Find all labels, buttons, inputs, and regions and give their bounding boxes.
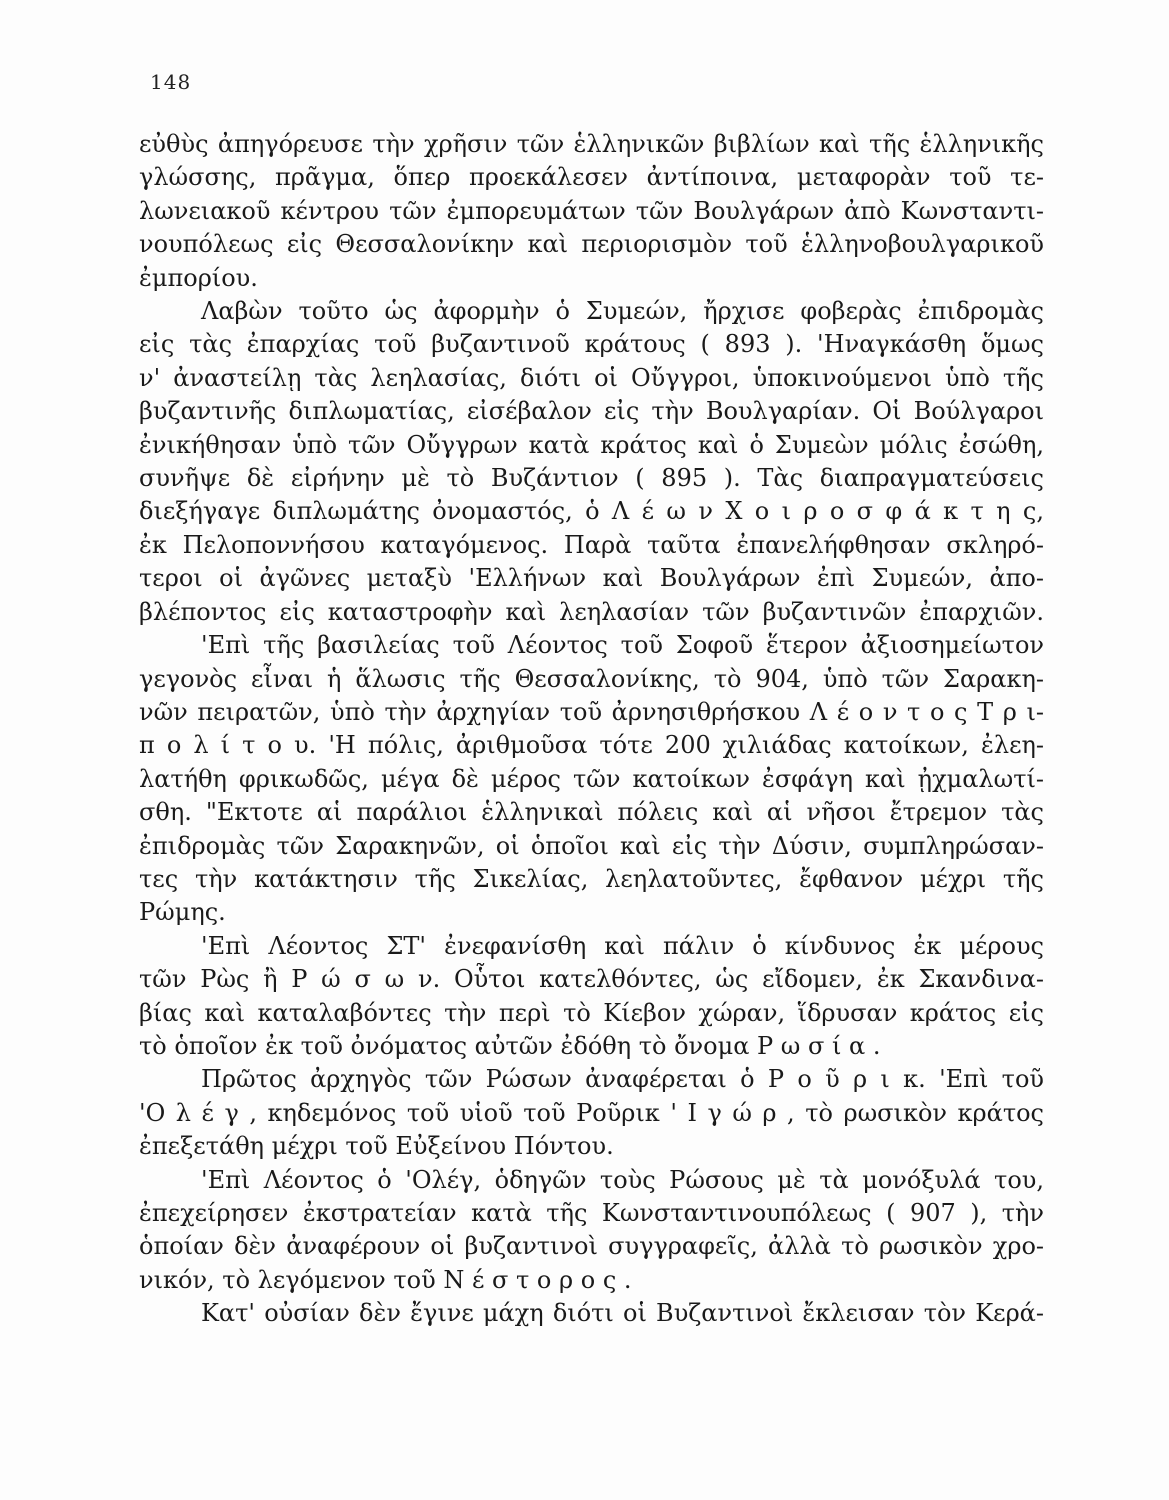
text-line: ὁποίαν δὲν ἀναφέρουν οἱ βυζαντινοὶ συγγραφεῖς, ἀλλὰ τὸ ρωσικὸν χρο-	[139, 1232, 1044, 1261]
paragraph-start-line: Πρῶτος ἀρχηγὸς τῶν Ρώσων ἀναφέρεται ὁ Ρ ο ῦ ρ ι κ. 'Επὶ τοῦ	[201, 1065, 1044, 1094]
text-line: νουπόλεως εἰς Θεσσαλονίκην καὶ περιορισμὸν τοῦ ἑλληνοβουλγαρικοῦ	[139, 230, 1044, 259]
text-line: γεγονὸς εἶναι ἡ ἅλωσις τῆς Θεσσαλονίκης, τὸ 904, ὑπὸ τῶν Σαρακη-	[139, 664, 1044, 693]
paragraph-start-line: 'Επὶ Λέοντος ΣΤ' ἐνεφανίσθη καὶ πάλιν ὁ κίνδυνος ἐκ μέρους	[201, 931, 1044, 960]
text-line: εὐθὺς ἀπηγόρευσε τὴν χρῆσιν τῶν ἑλληνικῶν βιβλίων καὶ τῆς ἑλληνικῆς	[139, 130, 1044, 158]
paragraph-start-line: 'Επὶ τῆς βασιλείας τοῦ Λέοντος τοῦ Σοφοῦ ἕτερον ἀξιοσημείωτον	[201, 631, 1044, 660]
text-line: λωνειακοῦ κέντρου τῶν ἐμπορευμάτων τῶν Βουλγάρων ἀπὸ Κωνσταντι-	[139, 196, 1044, 225]
text-line: τὸ ὁποῖον ἐκ τοῦ ὀνόματος αὐτῶν ἐδόθη τὸ ὄνομα Ρ ω σ ί α .	[139, 1031, 881, 1060]
text-line: ἐνικήθησαν ὑπὸ τῶν Οὔγγρων κατὰ κράτος καὶ ὁ Συμεὼν μόλις ἐσώθη,	[139, 430, 1044, 459]
text-line: βίας καὶ καταλαβόντες τὴν περὶ τὸ Κίεβον χώραν, ἵδρυσαν κράτος εἰς	[139, 998, 1044, 1027]
paragraph-start-line: 'Επὶ Λέοντος ὁ 'Ολέγ, ὁδηγῶν τοὺς Ρώσους μὲ τὰ μονόξυλά του,	[201, 1165, 1044, 1194]
text-line: συνῆψε δὲ εἰρήνην μὲ τὸ Βυζάντιον ( 895 ). Τὰς διαπραγματεύσεις	[139, 464, 1044, 493]
text-line: ἐκ Πελοποννήσου καταγόμενος. Παρὰ ταῦτα ἐπανελήφθησαν σκληρό-	[139, 530, 1044, 559]
text-line: τες τὴν κατάκτησιν τῆς Σικελίας, λεηλατοῦντες, ἔφθανον μέχρι τῆς	[139, 864, 1044, 893]
text-line: βυζαντινῆς διπλωματίας, εἰσέβαλον εἰς τὴν Βουλγαρίαν. Οἱ Βούλγαροι	[139, 397, 1044, 426]
text-line: τῶν Ρὼς ἢ Ρ ώ σ ω ν. Οὗτοι κατελθόντες, ὡς εἴδομεν, ἐκ Σκανδινα-	[139, 965, 1044, 994]
page-number: 148	[150, 70, 192, 94]
text-line: ἐπεχείρησεν ἐκστρατείαν κατὰ τῆς Κωνσταντινουπόλεως ( 907 ), τὴν	[139, 1199, 1044, 1227]
text-line: νῶν πειρατῶν, ὑπὸ τὴν ἀρχηγίαν τοῦ ἀρνησιθρήσκου Λ έ ο ν τ ο ς Τ ρ ι-	[139, 697, 1044, 726]
text-line: διεξήγαγε διπλωμάτης ὀνομαστός, ὁ Λ έ ω ν Χ ο ι ρ ο σ φ ά κ τ η ς,	[139, 497, 1044, 526]
paragraph-start-line: Κατ' οὐσίαν δὲν ἔγινε μάχη διότι οἱ Βυζαντινοὶ ἔκλεισαν τὸν Κερά-	[201, 1299, 1044, 1328]
text-line: ν' ἀναστείλῃ τὰς λεηλασίας, διότι οἱ Οὔγγροι, ὑποκινούμενοι ὑπὸ τῆς	[139, 363, 1044, 392]
text-line: π ο λ ί τ ο υ. 'Η πόλις, ἀριθμοῦσα τότε 200 χιλιάδας κατοίκων, ἐλεη-	[139, 731, 1044, 760]
text-line: ἐπιδρομὰς τῶν Σαρακηνῶν, οἱ ὁποῖοι καὶ εἰς τὴν Δύσιν, συμπληρώσαν-	[139, 831, 1044, 860]
text-line: ἐμπορίου.	[139, 263, 258, 292]
text-line: γλώσσης, πρᾶγμα, ὅπερ προεκάλεσεν ἀντίποινα, μεταφορὰν τοῦ τε-	[139, 163, 1044, 192]
body-text	[139, 128, 1044, 1331]
text-line: ἐπεξετάθη μέχρι τοῦ Εὐξείνου Πόντου.	[139, 1132, 614, 1161]
text-line: 'Ο λ έ γ , κηδεμόνος τοῦ υἱοῦ τοῦ Ροῦρικ ' Ι γ ώ ρ , τὸ ρωσικὸν κράτος	[139, 1098, 1044, 1127]
text-line: τεροι οἱ ἀγῶνες μεταξὺ 'Ελλήνων καὶ Βουλγάρων ἐπὶ Συμεών, ἀπο-	[139, 564, 1044, 593]
text-line: εἰς τὰς ἐπαρχίας τοῦ βυζαντινοῦ κράτους ( 893 ). 'Ηναγκάσθη ὅμως	[139, 330, 1044, 359]
paragraph-start-line: Λαβὼν τοῦτο ὡς ἀφορμὴν ὁ Συμεών, ἤρχισε φοβερὰς ἐπιδρομὰς	[201, 297, 1044, 326]
text-line: σθη. "Εκτοτε αἱ παράλιοι ἑλληνικαὶ πόλεις καὶ αἱ νῆσοι ἔτρεμον τὰς	[139, 798, 1044, 827]
text-line: νικόν, τὸ λεγόμενον τοῦ Ν έ σ τ ο ρ ο ς .	[139, 1265, 632, 1294]
text-line: Ρώμης.	[139, 898, 226, 927]
text-line: βλέποντος εἰς καταστροφὴν καὶ λεηλασίαν τῶν βυζαντινῶν ἐπαρχιῶν.	[139, 597, 1044, 626]
text-line: λατήθη φρικωδῶς, μέγα δὲ μέρος τῶν κατοίκων ἐσφάγη καὶ ᾐχμαλωτί-	[139, 764, 1044, 793]
